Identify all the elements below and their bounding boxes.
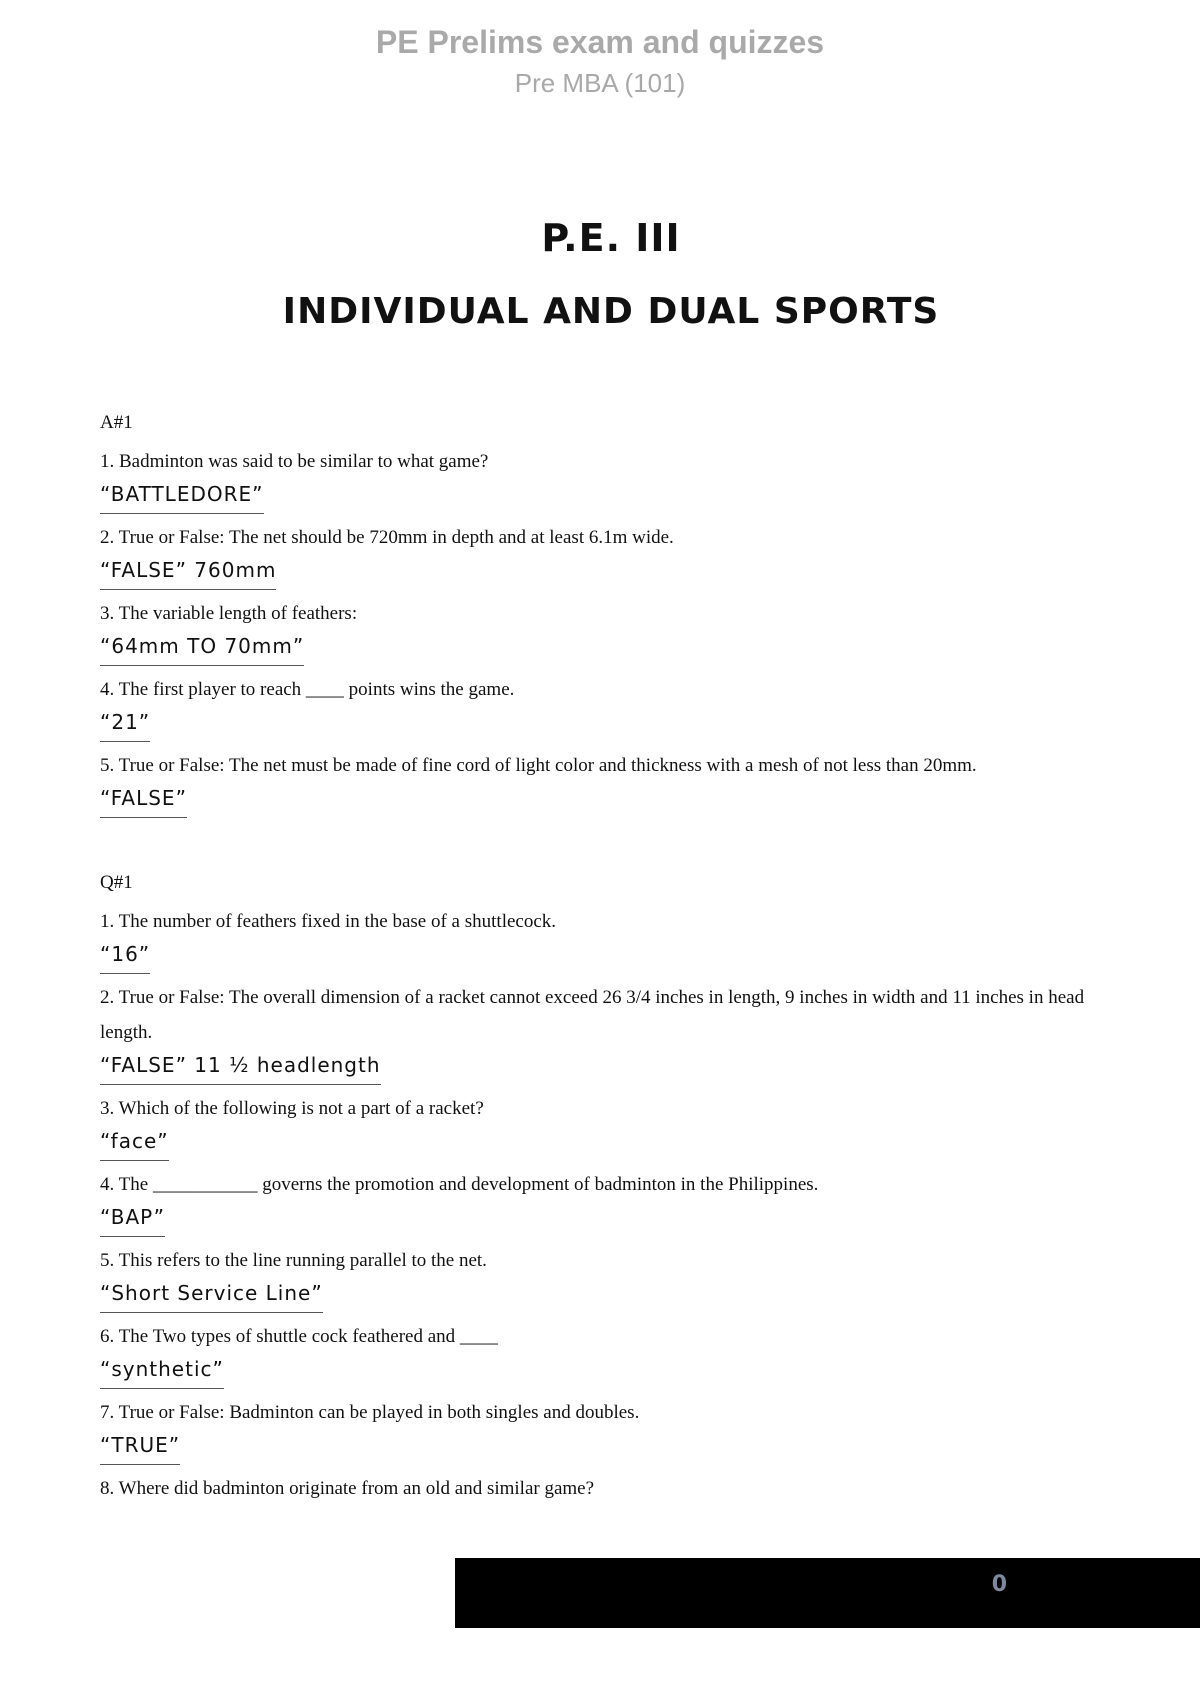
answer-text: “face”: [100, 1126, 169, 1161]
bottom-overlay-bar: [455, 1558, 1200, 1628]
answer-text: “16”: [100, 939, 150, 974]
question-text: 3. Which of the following is not a part of a racket?: [100, 1098, 484, 1119]
document-body: [100, 410, 1120, 1506]
answer-text: “TRUE”: [100, 1430, 180, 1465]
section-label: A#1: [100, 412, 133, 433]
document-title: PE Prelims exam and quizzes: [375, 24, 825, 60]
answer-text: “Short Service Line”: [100, 1278, 323, 1313]
course-heading: P.E. III: [541, 216, 681, 260]
question-text: 1. Badminton was said to be similar to what game?: [100, 451, 489, 472]
answer-text: “BATTLEDORE”: [100, 479, 264, 514]
heading-block: [0, 215, 1200, 335]
question-text: 3. The variable length of feathers:: [100, 603, 358, 624]
question-text: 4. The first player to reach ____ points wins the game.: [100, 679, 515, 700]
page-counter: 0: [991, 1572, 1007, 1597]
answer-text: “BAP”: [100, 1202, 165, 1237]
question-text: 4. The ___________ governs the promotion and development of badminton in the Philippines.: [100, 1174, 819, 1195]
question-text: 5. This refers to the line running parallel to the net.: [100, 1250, 487, 1271]
answer-text: “64mm TO 70mm”: [100, 631, 304, 666]
question-text: 2. True or False: The net should be 720mm in depth and at least 6.1m wide.: [100, 527, 674, 548]
question-text: 8. Where did badminton originate from an old and similar game?: [100, 1478, 595, 1499]
answer-text: “21”: [100, 707, 150, 742]
question-text: 2. True or False: The overall dimension of a racket cannot exceed 26 3/4 inches in length, 9 inches in width and 11 inches in head length.: [100, 987, 1085, 1043]
question-text: 5. True or False: The net must be made of fine cord of light color and thickness with a mesh of not less than 20mm.: [100, 755, 977, 776]
question-text: 7. True or False: Badminton can be played in both singles and doubles.: [100, 1402, 640, 1423]
page-header: [0, 22, 1200, 100]
section-label: Q#1: [100, 872, 133, 893]
topic-heading: INDIVIDUAL AND DUAL SPORTS: [282, 291, 940, 332]
question-text: 6. The Two types of shuttle cock feathered and ____: [100, 1326, 498, 1347]
answer-text: “synthetic”: [100, 1354, 224, 1389]
answer-text: “FALSE” 11 ½ headlength: [100, 1050, 381, 1085]
answer-text: “FALSE” 760mm: [100, 555, 276, 590]
answer-text: “FALSE”: [100, 783, 187, 818]
document-subtitle: Pre MBA (101): [514, 68, 686, 98]
question-text: 1. The number of feathers fixed in the base of a shuttlecock.: [100, 911, 557, 932]
